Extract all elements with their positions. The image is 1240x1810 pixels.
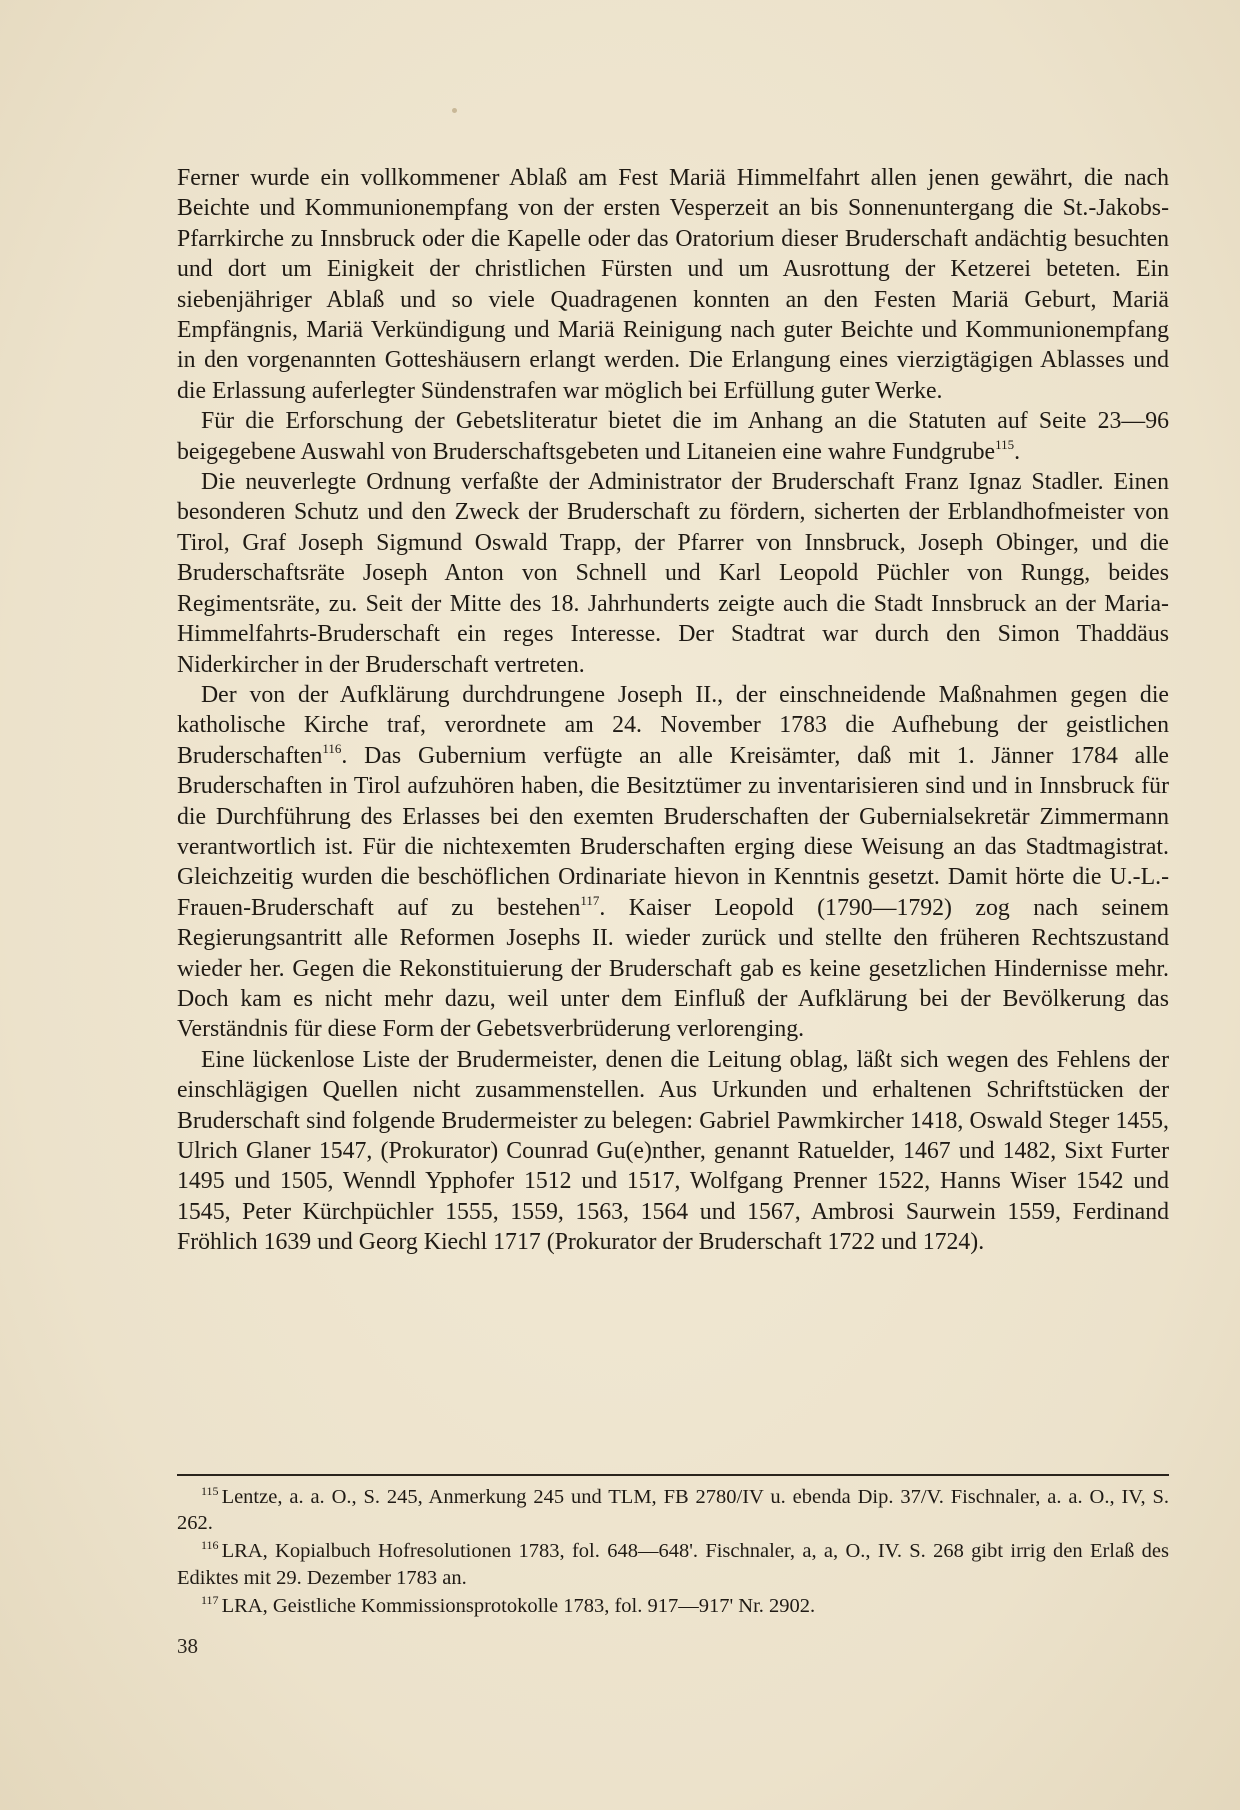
footnote [177,1593,1169,1619]
footnote-number: 115 [201,1484,219,1498]
paragraph-text: . Kaiser Leopold (1790—1792) zog nach seinem Regierungsantritt alle Reformen Josephs II. wieder zurück und stellte den früheren Rechtszustand wieder her. Gegen die Rekonstituierung der Bruderschaft gab es keine gesetzlichen Hindernisse mehr. Doch kam es nicht mehr dazu, weil unter dem Einfluß der Aufklärung bei der Bevölkerung das Verständnis für diese Form der Gebetsverbrüderung verlorenging. [177,894,1170,1043]
footnote [177,1484,1169,1536]
paragraph [177,1045,1169,1258]
footnote-reference: 117 [580,892,600,908]
paragraph-text: . Das Gubernium verfügte an alle Kreisämter, daß mit 1. Jänner 1784 alle Bruderschaften in Tirol aufzuhören haben, die Besitztümer zu inventarisieren sind und in Innsbruck für die Durchführung des Erlasses bei den exemten Bruderschaften der Gubernialsekretär Zimmermann verantwortlich ist. Für die nichtexemten Bruderschaften erging diese Weisung an das Stadtmagistrat. Gleichzeitig wurden die beschöflichen Ordinariate hievon in Kenntnis gesetzt. Damit hörte die U.-L.-Frauen-Bruderschaft auf zu bestehen [177,742,1169,921]
page-number: 38 [177,1634,198,1658]
paragraph-text: . [1014,438,1021,465]
paper-speck [452,108,457,113]
paragraph-text: Der von der Aufklärung durchdrungene Joseph II., der einschneidende Maßnahmen gegen die katholische Kirche traf, verordnete am 24. November 1783 die Aufhebung der geistlichen Bruderschaften [177,681,1169,769]
paragraph [177,680,1169,1045]
footnote-text: LRA, Kopialbuch Hofresolutionen 1783, fol. 648—648'. Fischnaler, a, a, O., IV. S. 268 gibt irrig den Erlaß des Ediktes mit 29. Dezember 1783 an. [177,1540,1169,1589]
footnote-text: Lentze, a. a. O., S. 245, Anmerkung 245 und TLM, FB 2780/IV u. ebenda Dip. 37/V. Fischnaler, a. a. O., IV, S. 262. [177,1486,1169,1535]
paragraph [177,406,1169,467]
paragraph-text: Ferner wurde ein vollkommener Ablaß am Fest Mariä Himmelfahrt allen jenen gewährt, die nach Beichte und Kommunionempfang von der ersten Vesperzeit an bis Sonnenuntergang die St.-Jakobs-Pfarrkirche zu Innsbruck oder die Kapelle oder das Oratorium dieser Bruderschaft andächtig besuchten und dort um Einigkeit der christlichen Fürsten und um Ausrottung der Ketzerei beteten. Ein siebenjähriger Ablaß und so viele Quadragenen konnten an den Festen Mariä Geburt, Mariä Empfängnis, Mariä Verkündigung und Mariä Reinigung nach guter Beichte und Kommunionempfang in den vorgenannten Gotteshäusern erlangt werden. Die Erlangung eines vierzigtägigen Ablasses und die Erlassung auferlegter Sündenstrafen war möglich bei Erfüllung guter Werke. [177,165,1169,404]
paragraph [177,467,1169,680]
body-text [177,163,1169,1258]
footnote [177,1538,1169,1590]
footnote-reference: 116 [322,740,342,756]
paragraph-text: Die neuverlegte Ordnung verfaßte der Administrator der Bruderschaft Franz Ignaz Stadler. Einen besonderen Schutz und den Zweck der Bruderschaft zu fördern, sicherten der Erblandhofmeister von Tirol, Graf Joseph Sigmund Oswald Trapp, der Pfarrer von Innsbruck, Joseph Obinger, und die Bruderschaftsräte Joseph Anton von Schnell und Karl Leopold Püchler von Rungg, beides Regimentsräte, zu. Seit der Mitte des 18. Jahrhunderts zeigte auch die Stadt Innsbruck an der Maria-Himmelfahrts-Bruderschaft ein reges Interesse. Der Stadtrat war durch den Simon Thaddäus Niderkircher in der Bruderschaft vertreten. [177,469,1169,678]
footnotes [177,1484,1169,1621]
paragraph-text: Für die Erforschung der Gebetsliteratur bietet die im Anhang an die Statuten auf Seite 23—96 beigegebene Auswahl von Bruderschaftsgebeten und Litaneien eine wahre Fundgrube [177,408,1169,465]
footnote-number: 116 [201,1538,219,1553]
paragraph-text: Eine lückenlose Liste der Brudermeister, denen die Leitung oblag, läßt sich wegen des Fehlens der einschlägigen Quellen nicht zusammenstellen. Aus Urkunden und erhaltenen Schriftstücken der Bruderschaft sind folgende Brudermeister zu belegen: Gabriel Pawmkircher 1418, Oswald Steger 1455, Ulrich Glaner 1547, (Prokurator) Counrad Gu(e)nther, genannt Ratuelder, 1467 und 1482, Sixt Furter 1495 und 1505, Wenndl Ypphofer 1512 und 1517, Wolfgang Prenner 1522, Hanns Wiser 1542 und 1545, Peter Kürchpüchler 1555, 1559, 1563, 1564 und 1567, Ambrosi Saurwein 1559, Ferdinand Fröhlich 1639 und Georg Kiechl 1717 (Prokurator der Bruderschaft 1722 und 1724). [177,1046,1169,1256]
paragraph [177,163,1169,406]
footnote-number: 117 [201,1592,219,1607]
footnote-reference: 115 [995,436,1015,452]
footnote-text: LRA, Geistliche Kommissionsprotokolle 1783, fol. 917—917' Nr. 2902. [221,1594,816,1617]
footnote-separator [177,1474,1169,1476]
